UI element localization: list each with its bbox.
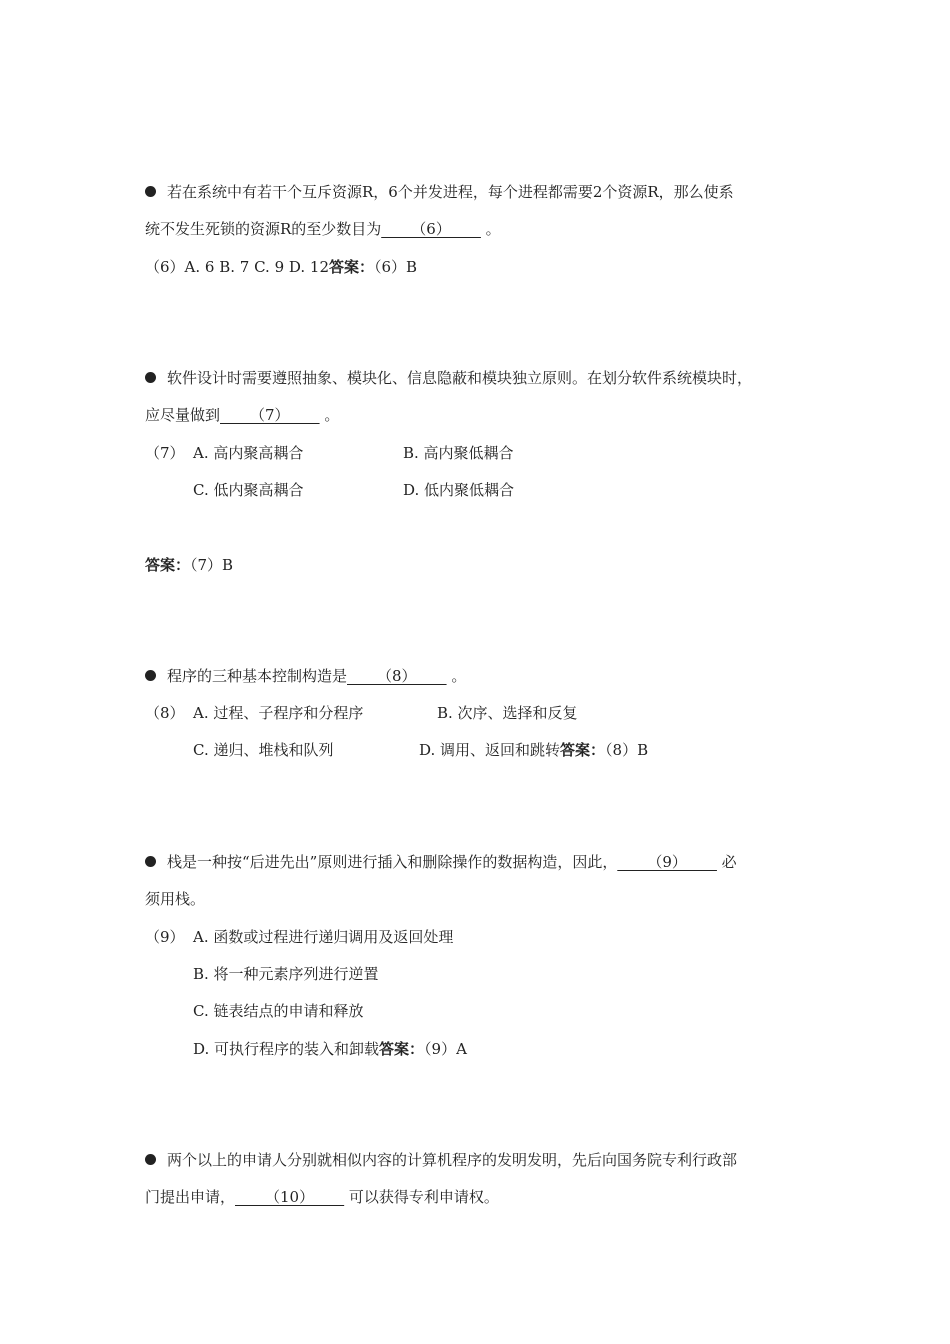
q7-line2: 应尽量做到____（7）____ 。 bbox=[145, 406, 340, 424]
q8-option-c: C. 递归、堆栈和队列 bbox=[193, 741, 334, 759]
q6-options-answer bbox=[145, 257, 417, 277]
bullet-icon bbox=[145, 1154, 156, 1165]
q7-line1: 软件设计时需要遵照抽象、模块化、信息隐蔽和模块独立原则。在划分软件系统模块时， bbox=[145, 368, 752, 388]
q6-answer-value: （6）B bbox=[374, 258, 418, 276]
q6-line1: 若在系统中有若干个互斥资源R，6个并发进程，每个进程都需要2个资源R，那么使系 bbox=[145, 182, 734, 202]
q8-option-d-answer bbox=[419, 740, 648, 760]
q7-option-d: D. 低内聚低耦合 bbox=[403, 481, 515, 499]
q9-option-b: B. 将一种元素序列进行逆置 bbox=[193, 965, 379, 983]
q10-blank: ____（10）____ bbox=[235, 1188, 345, 1206]
q8-answer-label: 答案： bbox=[560, 741, 606, 759]
q7-blank: ____（7）____ bbox=[220, 406, 320, 424]
q7-option-c: C. 低内聚高耦合 bbox=[193, 481, 304, 499]
q8-option-b: B. 次序、选择和反复 bbox=[437, 704, 578, 722]
q9-blank: ____（9）____ bbox=[617, 853, 717, 871]
q8-blank: ____（8）____ bbox=[347, 667, 447, 685]
bullet-icon bbox=[145, 856, 156, 867]
q7-answer bbox=[145, 555, 233, 575]
bullet-icon bbox=[145, 670, 156, 681]
q9-option-c: C. 链表结点的申请和释放 bbox=[193, 1002, 364, 1020]
q9-line2: 须用栈。 bbox=[145, 890, 206, 908]
q9-option-d-answer bbox=[193, 1039, 467, 1059]
q6-line2: 统不发生死锁的资源R的至少数目为____（6）____ 。 bbox=[145, 220, 501, 238]
q10-line1: 两个以上的申请人分别就相似内容的计算机程序的发明发明，先后向国务院专利行政部 bbox=[145, 1150, 737, 1170]
q7-option-a: A. 高内聚高耦合 bbox=[193, 444, 304, 462]
bullet-icon bbox=[145, 372, 156, 383]
q6-answer-label: 答案： bbox=[329, 258, 375, 276]
q9-answer-label: 答案： bbox=[379, 1040, 425, 1058]
q6-blank: ____（6）____ bbox=[381, 220, 481, 238]
q9-line1: 栈是一种按“后进先出”原则进行插入和删除操作的数据构造，因此，____（9）____ 必 bbox=[145, 852, 737, 872]
q10-line2: 门提出申请，____（10）____ 可以获得专利申请权。 bbox=[145, 1188, 499, 1206]
q7-answer-label: 答案： bbox=[145, 556, 191, 574]
q8-answer-value: （8）B bbox=[605, 741, 649, 759]
q8-line1: 程序的三种基本控制构造是____（8）____ 。 bbox=[145, 666, 466, 686]
q6-options: （6）A. 6 B. 7 C. 9 D. 12 bbox=[145, 258, 329, 276]
q7-option-number: （7） bbox=[145, 444, 185, 462]
q9-option-d: D. 可执行程序的装入和卸载 bbox=[193, 1040, 380, 1058]
q7-answer-value: （7）B bbox=[190, 556, 234, 574]
q7-option-b: B. 高内聚低耦合 bbox=[403, 444, 514, 462]
q9-answer-value: （9）A bbox=[424, 1040, 467, 1058]
q8-option-number: （8） bbox=[145, 704, 185, 722]
q8-option-d: D. 调用、返回和跳转 bbox=[419, 741, 561, 759]
bullet-icon bbox=[145, 186, 156, 197]
q9-option-a: A. 函数或过程进行递归调用及返回处理 bbox=[193, 928, 454, 946]
q8-option-a: A. 过程、子程序和分程序 bbox=[193, 704, 364, 722]
q9-option-number: （9） bbox=[145, 928, 185, 946]
